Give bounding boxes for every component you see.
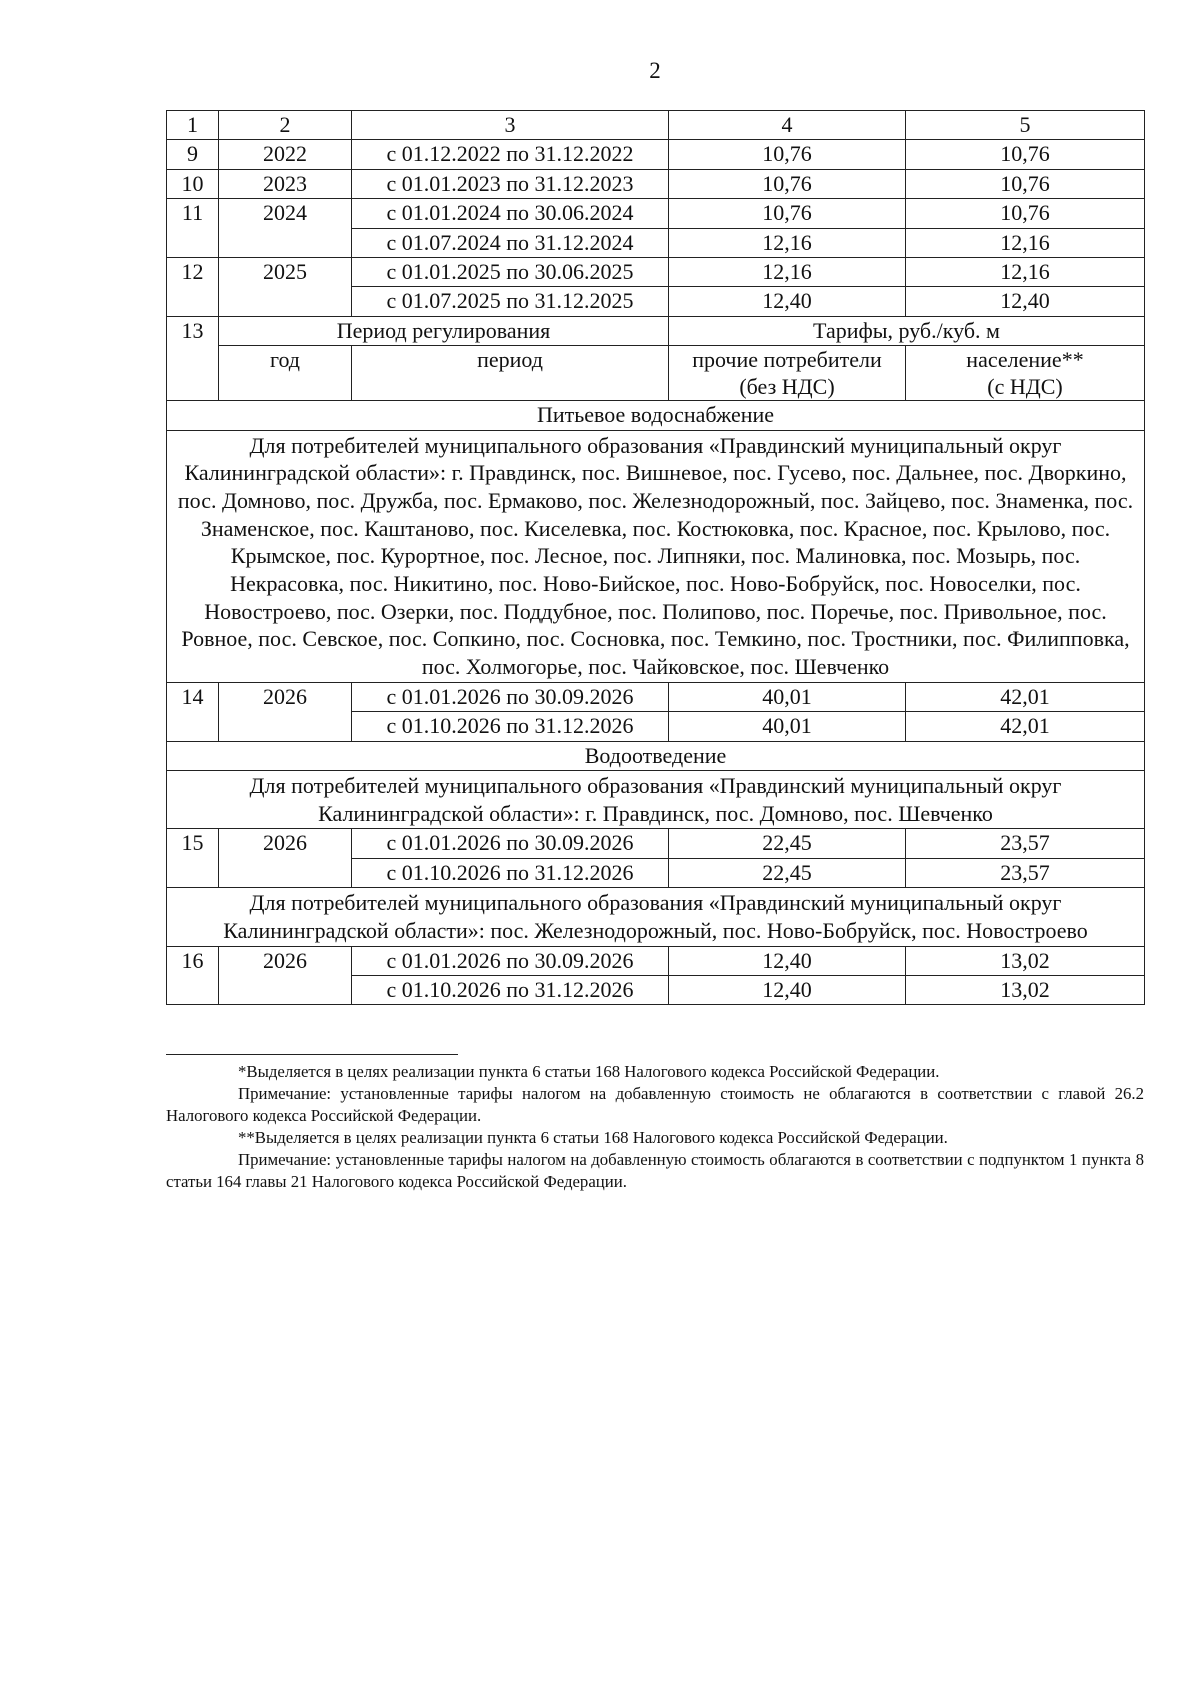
column-number: 5 xyxy=(906,111,1145,140)
tariff-table xyxy=(166,110,1145,1005)
row-tariff-population: 10,76 xyxy=(906,169,1145,198)
table-row xyxy=(167,946,1145,975)
row-tariff-other: 12,40 xyxy=(669,976,906,1005)
row-tariff-other: 22,45 xyxy=(669,829,906,858)
subheader-row xyxy=(167,346,1145,401)
row-tariff-population: 23,57 xyxy=(906,858,1145,887)
regulation-period-heading: Период регулирования xyxy=(219,316,669,345)
row-period: с 01.12.2022 по 31.12.2022 xyxy=(352,140,669,169)
year-heading: год xyxy=(219,346,352,401)
table-row xyxy=(167,829,1145,858)
consumers-row xyxy=(167,430,1145,682)
footnote-1-remark: Примечание: установленные тарифы налогом на добавленную стоимость не облагаются в соответствии с главой 26.2 Налогового кодекса Российской Федерации. xyxy=(166,1084,1144,1125)
row-period: с 01.01.2024 по 30.06.2024 xyxy=(352,199,669,228)
table-row xyxy=(167,140,1145,169)
row-year: 2022 xyxy=(219,140,352,169)
row-year: 2025 xyxy=(219,257,352,316)
row-tariff-population: 13,02 xyxy=(906,946,1145,975)
row-number: 14 xyxy=(167,682,219,741)
row-period: с 01.07.2024 по 31.12.2024 xyxy=(352,228,669,257)
row-number: 9 xyxy=(167,140,219,169)
consumers-description: Для потребителей муниципального образования «Правдинский муниципальный округ Калининградской области»: г. Правдинск, пос. Домново, пос. Шевченко xyxy=(167,771,1145,829)
row-tariff-population: 12,16 xyxy=(906,257,1145,286)
column-number: 1 xyxy=(167,111,219,140)
row-tariff-other: 10,76 xyxy=(669,199,906,228)
row-year: 2026 xyxy=(219,946,352,1005)
footnote-2: **Выделяется в целях реализации пункта 6 статьи 168 Налогового кодекса Российской Федерации. xyxy=(238,1128,948,1147)
column-number: 4 xyxy=(669,111,906,140)
row-tariff-other: 12,40 xyxy=(669,287,906,316)
row-year: 2023 xyxy=(219,169,352,198)
row-period: с 01.01.2026 по 30.09.2026 xyxy=(352,829,669,858)
population-heading: население** (с НДС) xyxy=(906,346,1145,401)
section-row xyxy=(167,401,1145,430)
consumers-description: Для потребителей муниципального образования «Правдинский муниципальный округ Калининградской области»: г. Правдинск, пос. Вишневое, пос. Гусево, пос. Дальнее, пос. Дворкино, пос. Домново, пос. Дружба, пос. Ермаково, пос. Железнодорожный, пос. Зайцево, пос. Знаменка, пос. Знаменское, пос. Каштаново, пос. Киселевка, пос. Костюковка, пос. Красное, пос. Крылово, пос. Крымское, пос. Курортное, пос. Лесное, пос. Липняки, пос. Малиновка, пос. Мозырь, пос. Некрасовка, пос. Никитино, пос. Ново-Бийское, пос. Ново-Бобруйск, пос. Новоселки, пос. Новостроево, пос. Озерки, пос. Поддубное, пос. Полипово, пос. Поречье, пос. Привольное, пос. Ровное, пос. Севское, пос. Сопкино, пос. Сосновка, пос. Темкино, пос. Тростники, пос. Филипповка, пос. Холмогорье, пос. Чайковское, пос. Шевченко xyxy=(167,430,1145,682)
footnote-1: *Выделяется в целях реализации пункта 6 статьи 168 Налогового кодекса Российской Федерации. xyxy=(238,1062,940,1081)
row-year: 2026 xyxy=(219,829,352,888)
row-number: 10 xyxy=(167,169,219,198)
column-number: 2 xyxy=(219,111,352,140)
row-year: 2024 xyxy=(219,199,352,258)
row-tariff-other: 12,16 xyxy=(669,257,906,286)
row-period: с 01.01.2026 по 30.09.2026 xyxy=(352,682,669,711)
section-title-drinking-water: Питьевое водоснабжение xyxy=(167,401,1145,430)
column-number: 3 xyxy=(352,111,669,140)
row-period: с 01.07.2025 по 31.12.2025 xyxy=(352,287,669,316)
row-tariff-population: 10,76 xyxy=(906,199,1145,228)
row-number: 11 xyxy=(167,199,219,258)
row-number: 12 xyxy=(167,257,219,316)
row-tariff-other: 22,45 xyxy=(669,858,906,887)
consumers-description: Для потребителей муниципального образования «Правдинский муниципальный округ Калининградской области»: пос. Железнодорожный, пос. Ново-Бобруйск, пос. Новостроево xyxy=(167,888,1145,946)
section-title-wastewater: Водоотведение xyxy=(167,741,1145,770)
row-period: с 01.01.2023 по 31.12.2023 xyxy=(352,169,669,198)
row-period: с 01.10.2026 по 31.12.2026 xyxy=(352,858,669,887)
row-tariff-population: 13,02 xyxy=(906,976,1145,1005)
row-tariff-other: 10,76 xyxy=(669,169,906,198)
row-tariff-population: 42,01 xyxy=(906,712,1145,741)
row-tariff-other: 40,01 xyxy=(669,682,906,711)
table-row xyxy=(167,682,1145,711)
row-number: 15 xyxy=(167,829,219,888)
row-tariff-other: 12,16 xyxy=(669,228,906,257)
row-period: с 01.10.2026 по 31.12.2026 xyxy=(352,712,669,741)
row-period: с 01.10.2026 по 31.12.2026 xyxy=(352,976,669,1005)
row-period: с 01.01.2026 по 30.09.2026 xyxy=(352,946,669,975)
table-row xyxy=(167,199,1145,228)
row-tariff-population: 23,57 xyxy=(906,829,1145,858)
row-tariff-other: 12,40 xyxy=(669,946,906,975)
row-tariff-other: 40,01 xyxy=(669,712,906,741)
row-tariff-population: 42,01 xyxy=(906,682,1145,711)
subheader-row xyxy=(167,316,1145,345)
period-heading: период xyxy=(352,346,669,401)
row-period: с 01.01.2025 по 30.06.2025 xyxy=(352,257,669,286)
row-number: 13 xyxy=(167,316,219,400)
consumers-row xyxy=(167,888,1145,946)
row-number: 16 xyxy=(167,946,219,1005)
footnotes xyxy=(166,1054,1144,1193)
section-row xyxy=(167,741,1145,770)
footnote-2-remark: Примечание: установленные тарифы налогом на добавленную стоимость облагаются в соответствии с подпунктом 1 пункта 8 статьи 164 главы 21 Налогового кодекса Российской Федерации. xyxy=(166,1150,1144,1191)
row-tariff-population: 12,40 xyxy=(906,287,1145,316)
row-tariff-other: 10,76 xyxy=(669,140,906,169)
row-year: 2026 xyxy=(219,682,352,741)
row-tariff-population: 12,16 xyxy=(906,228,1145,257)
column-number-row xyxy=(167,111,1145,140)
tariffs-heading: Тарифы, руб./куб. м xyxy=(669,316,1145,345)
consumers-row xyxy=(167,771,1145,829)
table-row xyxy=(167,169,1145,198)
other-consumers-heading: прочие потребители (без НДС) xyxy=(669,346,906,401)
row-tariff-population: 10,76 xyxy=(906,140,1145,169)
footnote-divider xyxy=(166,1054,458,1055)
page-number: 2 xyxy=(649,58,661,83)
table-row xyxy=(167,257,1145,286)
